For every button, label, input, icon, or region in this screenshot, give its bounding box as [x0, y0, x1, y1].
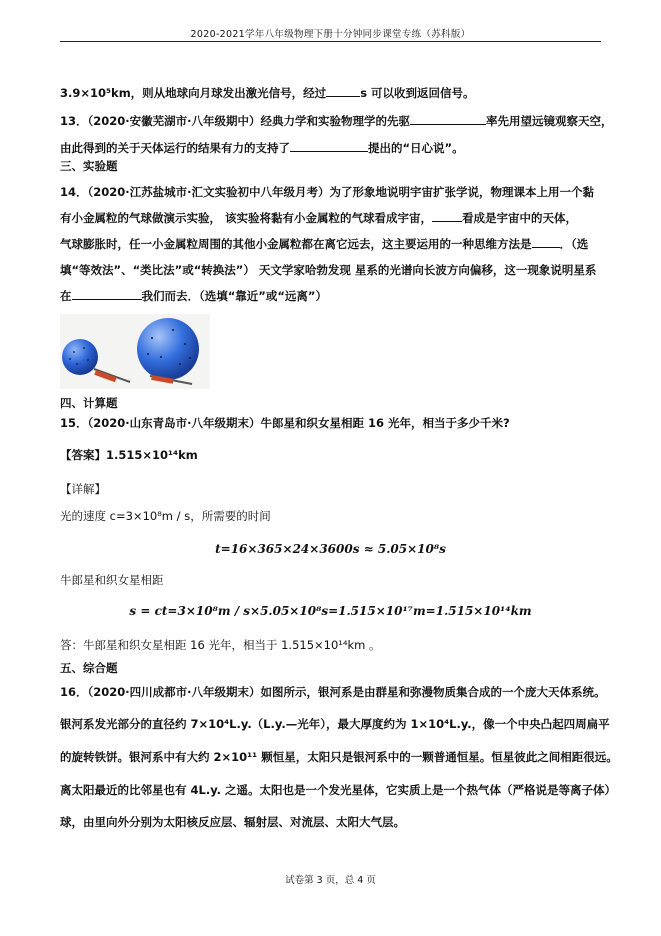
question-16-line-5: 球，由里向外分别为太阳核反应层、辐射层、对流层、太阳大气层。: [60, 815, 405, 829]
q13-blank-1: [410, 113, 486, 125]
formula-time: t=16×365×24×3600s ≈ 5.05×10⁸s: [215, 542, 446, 556]
solution-line-2: 牛郎星和织女星相距: [60, 573, 164, 587]
page-header: 2020-2021学年八年级物理下册十分钟同步课堂专练（苏科版）: [190, 29, 471, 40]
q14-text-b: 看成是宇宙中的天体，: [462, 211, 577, 225]
question-16-line-1: 16．（2020·四川成都市·八年级期末）如图所示，银河系是由群星和弥漫物质集合成的一个庞大天体系统。: [60, 685, 606, 699]
question-13-line-1: [60, 113, 613, 129]
q14-text-c: 气球膨胀时，任一小金属粒周围的其他小金属粒都在离它远去，这主要运用的一种思维方法是: [60, 237, 532, 251]
q13-text-d: 提出的“日心说”。: [368, 141, 464, 155]
answer-label: 【答案】: [60, 448, 106, 462]
question-14-line-4: 填“等效法”、“类比法”或“转换法”） 天文学家哈勃发现 星系的光谱向长波方向偏移，这一现象说明星系: [60, 263, 597, 277]
q13-text-c: 由此得到的关于天体运行的结果有力的支持了: [60, 141, 290, 155]
q14-blank-2: [532, 236, 560, 248]
q14-blank-1: [432, 210, 462, 222]
question-13-line-2: [60, 140, 464, 156]
section-5-heading: 五、综合题: [60, 661, 118, 675]
question-14-line-3: [60, 236, 588, 252]
question-14-line-5: [60, 288, 327, 304]
header-divider: [60, 41, 601, 42]
q14-text-e: 在: [60, 289, 72, 303]
page-footer: 试卷第 3 页，总 4 页: [285, 875, 376, 886]
q12-text-b: s 可以收到返回信号。: [360, 86, 475, 100]
answer-line: [60, 447, 198, 463]
solution-conclusion: 答：牛郎星和织女星相距 16 光年，相当于 1.515×10¹⁴km 。: [60, 638, 381, 652]
large-balloon: [137, 318, 199, 380]
solution-line-1: 光的速度 c=3×10⁸m / s，所需要的时间: [60, 509, 271, 523]
q13-blank-2: [290, 140, 368, 152]
answer-value: 1.515×10¹⁴km: [106, 448, 198, 462]
question-14-line-2: [60, 210, 577, 226]
q14-text-a: 有小金属粒的气球做演示实验， 该实验将黏有小金属粒的气球看成宇宙，: [60, 211, 432, 225]
q14-text-d: ．（选: [559, 237, 589, 251]
section-4-heading: 四、计算题: [60, 396, 118, 410]
question-16-line-3: 的旋转铁饼。银河系中有大约 2×10¹¹ 颗恒星，太阳只是银河系中的一颗普通恒星。恒星彼此之间相距很远。: [60, 750, 618, 764]
section-3-heading: 三、实验题: [60, 159, 118, 173]
formula-distance: s = ct=3×10⁸m / s×5.05×10⁸s=1.515×10¹⁷m=1.515×10¹⁴km: [129, 604, 532, 618]
balloon-illustration: [60, 314, 210, 389]
q13-text-a: 13．（2020·安徽芜湖市·八年级期中）经典力学和实验物理学的先驱: [60, 114, 410, 128]
question-16-line-4: 离太阳最近的比邻星也有 4L.y. 之遥。太阳也是一个发光星体，它实质上是一个热气体（严格说是等离子体）: [60, 783, 617, 797]
q13-text-b: 率先用望远镜观察天空，: [486, 114, 613, 128]
question-16-line-2: 银河系发光部分的直径约 7×10⁴L.y.（L.y.—光年），最大厚度约为 1×10⁴L.y.，像一个中央凸起四周扁平: [60, 717, 610, 731]
q12-text-a: 3.9×10⁵km，则从地球向月球发出激光信号，经过: [60, 86, 327, 100]
question-12-tail: [60, 85, 475, 101]
q12-blank: [326, 85, 360, 97]
q14-blank-3: [72, 288, 142, 300]
small-balloon: [62, 339, 98, 375]
detail-label: 【详解】: [60, 482, 106, 496]
question-14-line-1: 14．（2020·江苏盐城市·汇文实验初中八年级月考）为了形象地说明宇宙扩张学说，物理课本上用一个黏: [60, 185, 594, 199]
q14-text-f: 我们而去．（选填“靠近”或“远离”）: [141, 289, 327, 303]
question-15: 15．（2020·山东青岛市·八年级期末）牛郎星和织女星相距 16 光年，相当于多少千米?: [60, 416, 510, 430]
